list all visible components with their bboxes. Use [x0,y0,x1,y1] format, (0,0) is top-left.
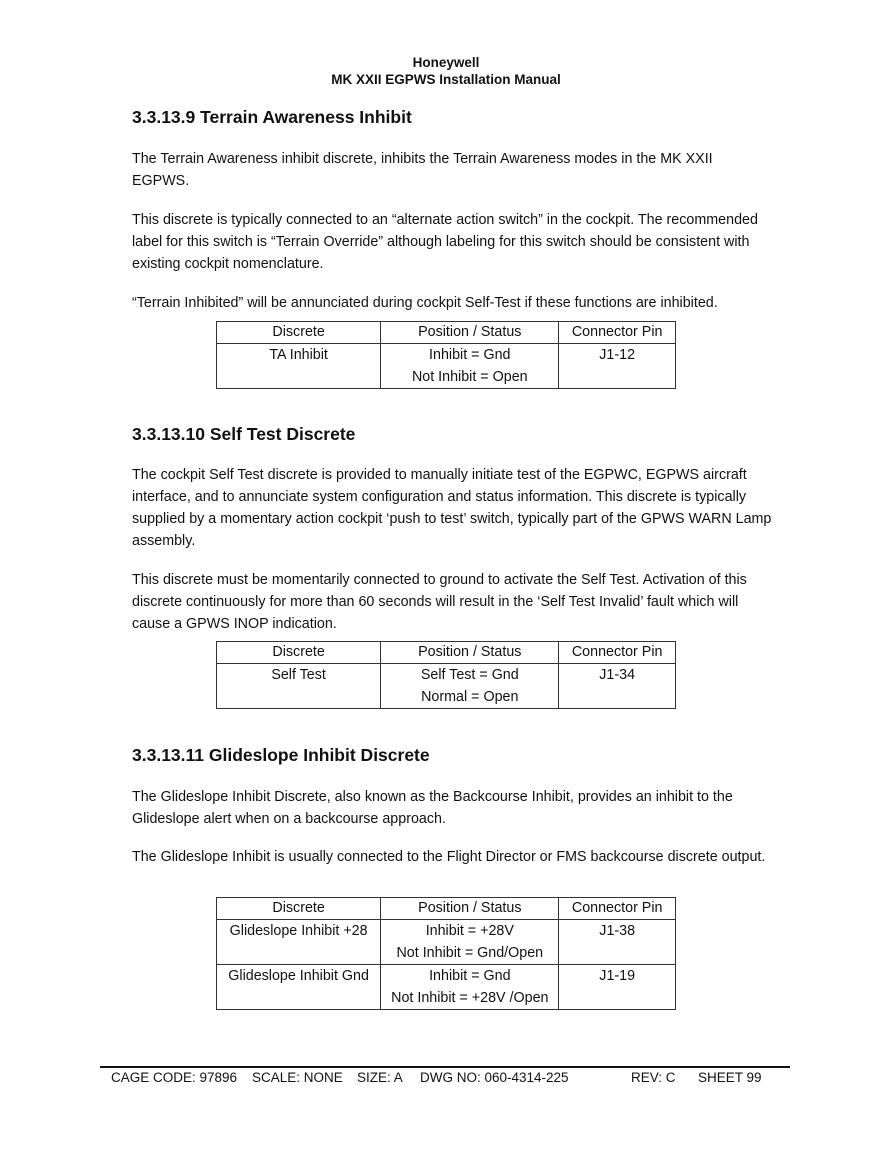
discrete-table [216,321,676,389]
column-header-connector-pin: Connector Pin [559,642,676,664]
section-heading: 3.3.13.11 Glideslope Inhibit Discrete [132,745,430,765]
position-status-cell [381,920,559,965]
manual-title: MK XXII EGPWS Installation Manual [331,72,561,87]
discrete-cell: Self Test [217,664,381,709]
paragraph: “Terrain Inhibited” will be annunciated during cockpit Self-Test if these functions are inhibited. [132,295,718,311]
connector-pin-cell: J1-12 [559,344,676,389]
discrete-table [216,897,676,1010]
column-header-connector-pin: Connector Pin [559,322,676,344]
column-header-discrete: Discrete [217,322,381,344]
document-header [0,54,892,88]
drawing-number: DWG NO: 060-4314-225 [420,1070,569,1085]
size: SIZE: A [357,1070,403,1085]
table-row [217,920,676,965]
paragraph: The Terrain Awareness inhibit discrete, inhibits the Terrain Awareness modes in the MK XXII EGPWS. [132,151,713,189]
discrete-cell: Glideslope Inhibit Gnd [217,965,381,1010]
column-header-discrete: Discrete [217,898,381,920]
paragraph: The Glideslope Inhibit Discrete, also known as the Backcourse Inhibit, provides an inhibit to the Glideslope alert when on a backcourse approach. [132,789,733,827]
status-line: Inhibit = +28V [425,923,514,939]
status-line: Not Inhibit = Gnd/Open [396,945,544,961]
column-header-position-status: Position / Status [381,642,559,664]
paragraph: This discrete must be momentarily connected to ground to activate the Self Test. Activation of this discrete continuously for more than 60 seconds will result in the ‘Self Test Invalid’ fault which will cause a GPWS INOP indication. [132,572,747,632]
status-line: Inhibit = Gnd [429,968,511,984]
paragraph: This discrete is typically connected to an “alternate action switch” in the cockpit. The recommended label for this switch is “Terrain Override” although labeling for this switch should be consistent with existing cockpit nomenclature. [132,212,758,272]
discrete-cell: Glideslope Inhibit +28 [217,920,381,965]
table-header-row [217,642,676,664]
company-name: Honeywell [412,55,480,70]
section-heading: 3.3.13.9 Terrain Awareness Inhibit [132,107,412,127]
connector-pin-cell: J1-19 [559,965,676,1010]
connector-pin-cell: J1-34 [559,664,676,709]
status-line: Normal = Open [421,689,519,705]
sheet-number: SHEET 99 [698,1070,762,1085]
position-status-cell [381,344,559,389]
discrete-cell: TA Inhibit [217,344,381,389]
status-line: Inhibit = Gnd [429,347,511,363]
paragraph: The Glideslope Inhibit is usually connected to the Flight Director or FMS backcourse discrete output. [132,849,766,865]
scale: SCALE: NONE [252,1070,343,1085]
table-row [217,664,676,709]
column-header-position-status: Position / Status [381,898,559,920]
column-header-connector-pin: Connector Pin [559,898,676,920]
connector-pin-cell: J1-38 [559,920,676,965]
column-header-discrete: Discrete [217,642,381,664]
table-header-row [217,322,676,344]
status-line: Not Inhibit = Open [411,369,528,385]
status-line: Self Test = Gnd [420,667,519,683]
revision: REV: C [631,1070,676,1085]
position-status-cell [381,965,559,1010]
discrete-table [216,641,676,709]
cage-code: CAGE CODE: 97896 [111,1070,238,1085]
table-row [217,344,676,389]
status-line: Not Inhibit = +28V /Open [391,990,549,1006]
table-header-row [217,898,676,920]
footer-rule [100,1066,790,1068]
position-status-cell [381,664,559,709]
table-row [217,965,676,1010]
column-header-position-status: Position / Status [381,322,559,344]
paragraph: The cockpit Self Test discrete is provided to manually initiate test of the EGPWC, EGPWS aircraft interface, and to annunciate system configuration and status information. This discrete is typically supplied by a momentary action cockpit ‘push to test’ switch, typically part of the GPWS WARN Lamp assembly. [132,467,772,549]
section-heading: 3.3.13.10 Self Test Discrete [132,424,356,444]
